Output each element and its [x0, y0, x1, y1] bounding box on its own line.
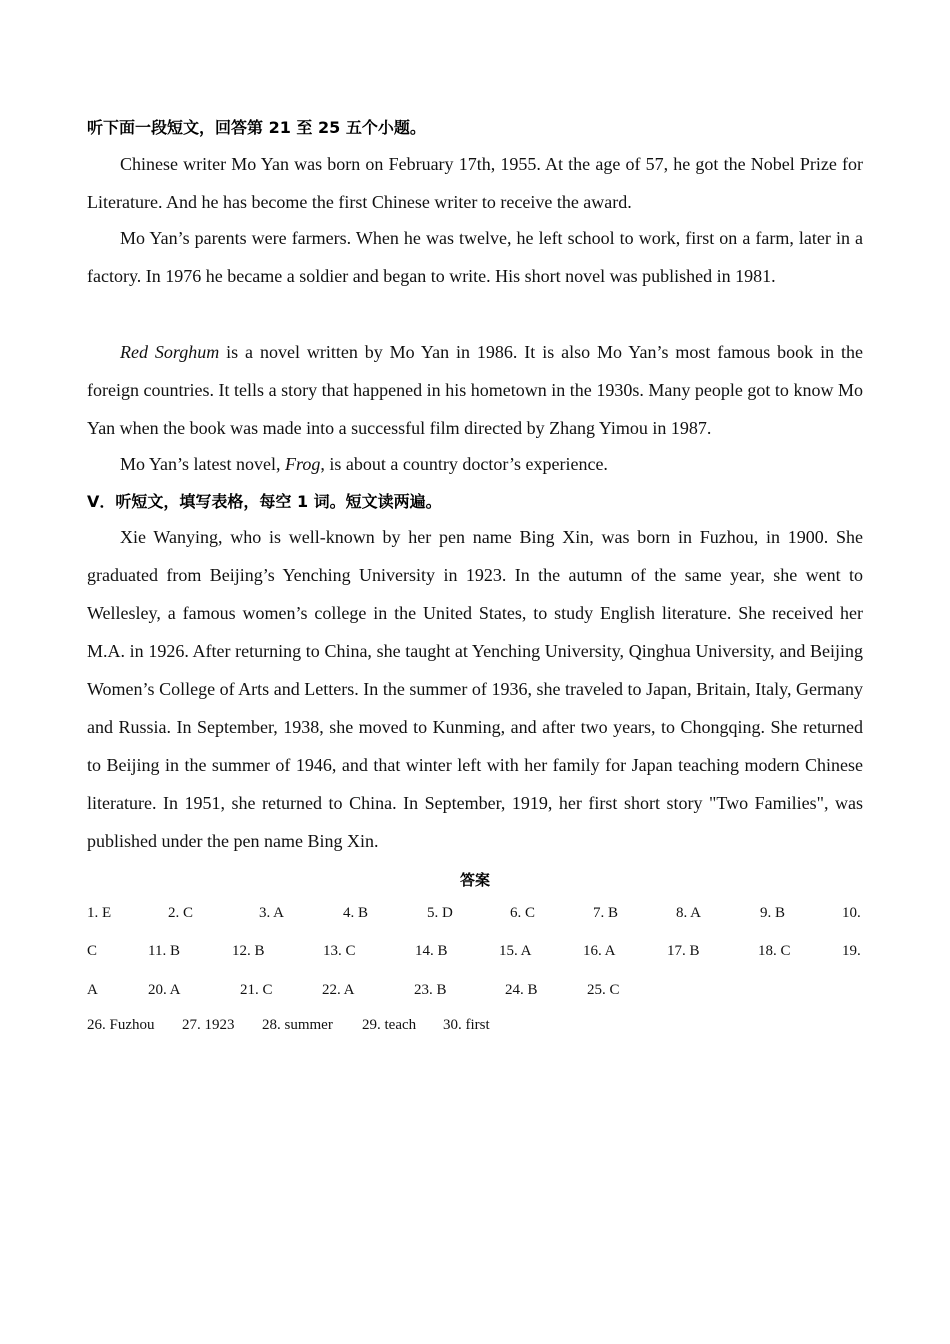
answer-item: 16. A	[583, 943, 616, 959]
paragraph-4-text-b: , is about a country doctor’s experience.	[320, 454, 608, 474]
answer-item: 8. A	[676, 905, 702, 921]
answer-item: 21. C	[240, 982, 273, 998]
answer-item: 27. 1923	[182, 1017, 235, 1033]
section1-heading: 听下面一段短文，回答第 21 至 25 五个小题。	[87, 118, 426, 137]
answer-item: 15. A	[499, 943, 532, 959]
answer-item: 19.	[842, 943, 861, 959]
answer-item: 6. C	[510, 905, 536, 921]
answer-item: 30. first	[443, 1017, 490, 1033]
mo-yan-paragraph-1: Chinese writer Mo Yan was born on February 17th, 1955. At the age of 57, he got the Nobel Prize for Literature. And he has become the first Chinese writer to receive the award.	[87, 154, 863, 212]
answer-item: 11. B	[148, 943, 180, 959]
answer-item: 20. A	[148, 982, 181, 998]
answer-item: 22. A	[322, 982, 355, 998]
answer-item: 23. B	[414, 982, 447, 998]
paragraph-4-text-a: Mo Yan’s latest novel,	[120, 454, 286, 474]
answer-item: 29. teach	[362, 1017, 417, 1033]
answer-item: A	[87, 982, 98, 998]
answer-item: 7. B	[593, 905, 619, 921]
mo-yan-paragraph-2: Mo Yan’s parents were farmers. When he was twelve, he left school to work, first on a farm, later in a factory. In 1976 he became a soldier and began to write. His short novel was published in 1981.	[87, 228, 863, 286]
answer-item: 18. C	[758, 943, 791, 959]
answer-item: 25. C	[587, 982, 620, 998]
answer-item: 10.	[842, 905, 861, 921]
answer-item: 4. B	[343, 905, 369, 921]
red-sorghum-title: Red Sorghum	[120, 342, 220, 362]
answer-item: 12. B	[232, 943, 265, 959]
answer-item: 24. B	[505, 982, 538, 998]
answer-item: 3. A	[259, 905, 285, 921]
answers-title: 答案	[459, 871, 490, 889]
answer-item: 13. C	[323, 943, 356, 959]
answer-item: 2. C	[168, 905, 194, 921]
answer-item: 5. D	[427, 905, 453, 921]
answer-item: 17. B	[667, 943, 700, 959]
mo-yan-paragraph-4	[87, 445, 863, 483]
mo-yan-paragraph-3	[87, 333, 863, 447]
answer-item: 14. B	[415, 943, 448, 959]
answer-item: 26. Fuzhou	[87, 1017, 155, 1033]
frog-title: Frog	[285, 454, 321, 474]
answer-item: 1. E	[87, 905, 112, 921]
section2-heading: V．听短文，填写表格，每空 1 词。短文读两遍。	[87, 492, 442, 511]
answer-item: 9. B	[760, 905, 786, 921]
bing-xin-paragraph: Xie Wanying, who is well-known by her pen name Bing Xin, was born in Fuzhou, in 1900. She graduated from Beijing’s Yenching University in 1923. In the autumn of the same year, she went to Wellesley, a famous women’s college in the United States, to study English literature. She received her M.A. in 1926. After returning to China, she taught at Yenching University, Qinghua University, and Beijing Women’s College of Arts and Letters. In the summer of 1936, she traveled to Japan, Britain, Italy, Germany and Russia. In September, 1938, she moved to Kunming, and after two years, to Chongqing. She returned to Beijing in the summer of 1946, and that winter left with her family for Japan teaching modern Chinese literature. In 1951, she returned to China. In September, 1919, her first short story "Two Families", was published under the pen name Bing Xin.	[87, 527, 863, 851]
answer-item: C	[87, 943, 98, 959]
paragraph-3-text: is a novel written by Mo Yan in 1986. It is also Mo Yan’s most famous book in the foreign countries. It tells a story that happened in his hometown in the 1930s. Many people got to know Mo Yan when the book was made into a successful film directed by Zhang Yimou in 1987.	[87, 342, 863, 438]
answer-item: 28. summer	[262, 1017, 333, 1033]
